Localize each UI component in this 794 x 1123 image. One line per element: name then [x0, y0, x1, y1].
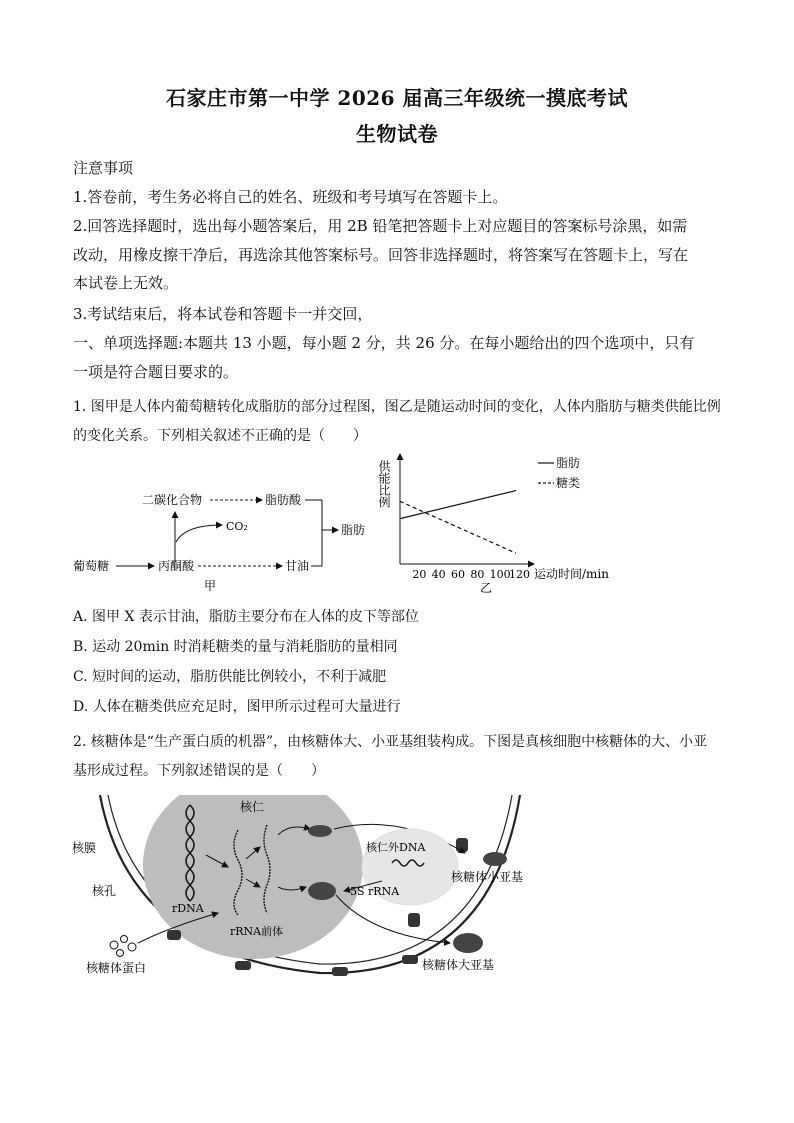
nuclear-pore — [167, 930, 181, 940]
section-1-line-2: 一项是符合题目要求的。 — [73, 363, 239, 381]
series-line-sugar — [400, 501, 516, 553]
exam-subtitle: 生物试卷 — [356, 122, 438, 146]
label-glycerol: 甘油 — [285, 559, 310, 573]
notice-item-2-line-3: 本试卷上无效。 — [73, 274, 179, 292]
label-glucose: 葡萄糖 — [73, 559, 110, 573]
label-extra-nucleolar-dna: 核仁外DNA — [366, 841, 426, 854]
x-tick-label: 40 — [431, 568, 446, 581]
q2-stem-line-1: 2. 核糖体是“生产蛋白质的机器”，由核糖体大、小亚基组装构成。下图是真核细胞中核糖体的大、小亚 — [73, 734, 708, 750]
notice-item-2-line-2: 改动，用橡皮擦干净后，再选涂其他答案标号。回答非选择题时，将答案写在答题卡上，写在 — [73, 246, 689, 264]
legend-label-sugar: 糖类 — [556, 476, 581, 490]
notice-item-3: 3.考试结束后，将本试卷和答题卡一并交回， — [73, 305, 373, 323]
label-rrna-precursor: rRNA前体 — [230, 925, 284, 938]
label-co2: CO₂ — [226, 520, 248, 533]
exam-title: 石家庄市第一中学 2026 届高三年级统一摸底考试 — [165, 86, 629, 110]
series-line-fat — [400, 491, 516, 519]
label-fatty-acid: 脂肪酸 — [265, 493, 302, 507]
caption-yi: 乙 — [480, 581, 493, 595]
x-tick-label: 120 — [509, 568, 530, 581]
label-nuclear-envelope: 核膜 — [72, 841, 97, 855]
label-pyruvate: 丙酮酸 — [158, 559, 195, 573]
label-nuclear-pore: 核孔 — [92, 884, 117, 898]
q1-chart-yi — [372, 448, 624, 596]
legend-label-fat: 脂肪 — [556, 456, 581, 470]
label-fat: 脂肪 — [341, 523, 366, 537]
x-tick-label: 20 — [412, 568, 427, 581]
caption-jia: 甲 — [204, 579, 217, 593]
q1-option-c[interactable]: C. 短时间的运动，脂肪供能比例较小，不利于减肥 — [73, 669, 387, 685]
label-nucleolus: 核仁 — [240, 800, 265, 814]
q1-option-a[interactable]: A. 图甲 X 表示甘油，脂肪主要分布在人体的皮下等部位 — [73, 609, 419, 625]
q1-diagram-jia — [70, 480, 390, 600]
x-axis-label: 运动时间/min — [534, 567, 609, 581]
q2-stem-line-2: 基形成过程。下列叙述错误的是（ ） — [73, 763, 325, 779]
x-tick-label: 100 — [489, 568, 511, 581]
label-ribosomal-protein: 核糖体蛋白 — [86, 961, 147, 975]
q1-stem-line-1: 1. 图甲是人体内葡萄糖转化成脂肪的部分过程图，图乙是随运动时间的变化，人体内脂肪与糖类供能比例 — [73, 399, 721, 415]
label-large-subunit: 核糖体大亚基 — [422, 958, 495, 972]
q2-ribosome-diagram — [70, 795, 630, 985]
section-1-line-1: 一、单项选择题:本题共 13 小题，每小题 2 分，共 26 分。在每小题给出的四个选项中，只有 — [73, 334, 695, 352]
q1-stem-line-2: 的变化关系。下列相关叙述不正确的是（ ） — [73, 428, 367, 444]
label-two-carbon-compound: 二碳化合物 — [142, 493, 203, 507]
notice-item-2-line-1: 2.回答选择题时，选出每小题答案后，用 2B 铅笔把答题卡上对应题目的答案标号涂黑，如需 — [73, 217, 688, 235]
notice-item-1: 1.答卷前，考生务必将自己的姓名、班级和考号填写在答题卡上。 — [73, 188, 508, 206]
label-small-subunit: 核糖体小亚基 — [451, 870, 524, 884]
label-5s-rrna: 5S rRNA — [350, 885, 400, 898]
label-rdna: rDNA — [172, 902, 204, 915]
notice-heading: 注意事项 — [73, 159, 134, 177]
q1-option-d[interactable]: D. 人体在糖类供应充足时，图甲所示过程可大量进行 — [73, 699, 401, 715]
q1-option-b[interactable]: B. 运动 20min 时消耗糖类的量与消耗脂肪的量相同 — [73, 639, 398, 655]
y-axis-label: 供能比例 — [377, 460, 391, 508]
x-tick-label: 60 — [451, 568, 465, 581]
x-tick-label: 80 — [470, 568, 485, 581]
